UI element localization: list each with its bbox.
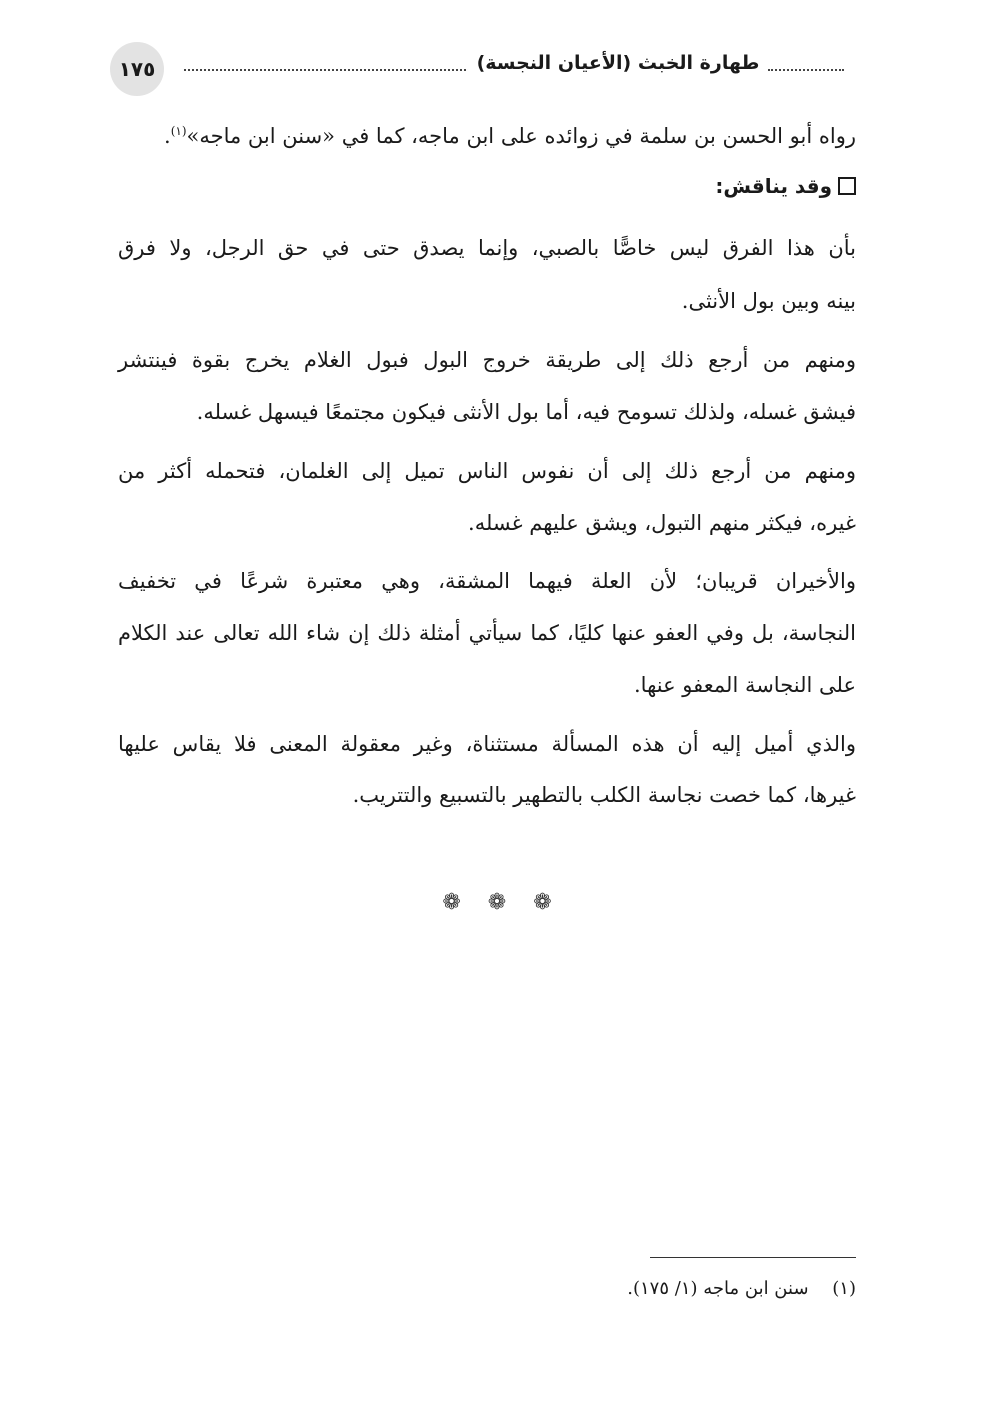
paragraph-4-line-3: على النجاسة المعفو عنها.: [634, 673, 856, 697]
paragraph-5-line-2: غيرها، كما خصت نجاسة الكلب بالتطهير بالتسبيع والتتريب.: [352, 783, 856, 807]
paragraph-4-line-2: النجاسة، بل وفي العفو عنها كليًا، كما سيأتي أمثلة ذلك إن شاء الله تعالى عند الكلام: [118, 621, 856, 645]
footnote-text: سنن ابن ماجه (١/ ١٧٥).: [627, 1278, 809, 1299]
page-number: ١٧٥: [110, 42, 164, 96]
header-dotted-leader-left: [184, 69, 466, 71]
citation-end: .: [164, 124, 171, 148]
paragraph-3-line-2: غيره، فيكثر منهم التبول، ويشق عليهم غسله.: [468, 511, 856, 535]
footnote-separator: [650, 1257, 856, 1258]
paragraph-5-line-1: والذي أميل إليه أن هذه المسألة مستثناة، وغير معقولة المعنى فلا يقاس عليها: [118, 732, 856, 756]
paragraph-3-line-1: ومنهم من أرجع ذلك إلى أن نفوس الناس تميل إلى الغلمان، فتحمله أكثر من: [118, 459, 856, 483]
footnote-ref: (١): [170, 124, 187, 138]
header-dotted-leader-right: [768, 69, 844, 71]
paragraph-2-line-2: فيشق غسله، ولذلك تسومح فيه، أما بول الأنثى فيكون مجتمعًا فيسهل غسله.: [196, 400, 856, 424]
sub-heading-text: وقد يناقش:: [715, 174, 832, 198]
checkbox-square-icon: [838, 177, 856, 195]
paragraph-2-line-1: ومنهم من أرجع ذلك إلى طريقة خروج البول فبول الغلام يخرج بقوة فينتشر: [118, 348, 856, 372]
page-header: [110, 42, 855, 98]
paragraph-1-line-2: بينه وبين بول الأنثى.: [681, 289, 856, 313]
section-ornament: ❁ ❁ ❁: [442, 890, 562, 915]
footnote: [627, 1278, 856, 1299]
paragraph-4-line-1: والأخيران قريبان؛ لأن العلة فيهما المشقة، وهي معتبرة شرعًا في تخفيف: [118, 569, 856, 593]
sub-heading: [715, 174, 856, 198]
footnote-number: (١): [832, 1278, 856, 1299]
citation-line: [164, 116, 856, 151]
paragraph-1-line-1: بأن هذا الفرق ليس خاصًّا بالصبي، وإنما يصدق حتى في حق الرجل، ولا فرق: [118, 236, 856, 260]
citation-text: رواه أبو الحسن بن سلمة في زوائده على ابن ماجه، كما في «سنن ابن ماجه»: [186, 124, 856, 148]
running-title: طهارة الخبث (الأعيان النجسة): [476, 52, 760, 74]
